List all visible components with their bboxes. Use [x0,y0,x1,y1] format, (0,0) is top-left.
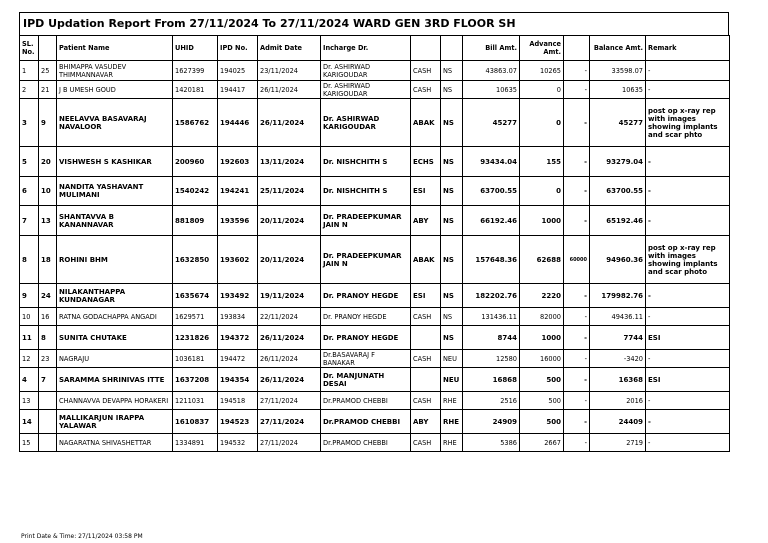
admit-date-cell: 20/11/2024 [258,206,321,236]
remark-cell: - [646,308,730,326]
ns-cell: NS [441,236,463,284]
ns-cell: RHE [441,392,463,410]
ipd-no-cell: 193492 [218,284,258,308]
payment-cell: CASH [411,81,441,99]
col-balance-amt: Balance Amt. [590,36,646,61]
extra-cell: - [564,284,590,308]
balance-amt-cell: 10635 [590,81,646,99]
table-row [20,81,730,99]
extra-cell: - [564,206,590,236]
bill-amt-cell: 16868 [463,368,520,392]
remark-cell: - [646,284,730,308]
payment-cell: CASH [411,61,441,81]
balance-amt-cell: 93279.04 [590,147,646,177]
balance-amt-cell: 65192.46 [590,206,646,236]
col-ipd-no: IPD No. [218,36,258,61]
uhid-cell: 1637208 [173,368,218,392]
ipd-no-cell: 194518 [218,392,258,410]
patient-name-cell: SARAMMA SHRINIVAS ITTE [57,368,173,392]
advance-amt-cell: 10265 [520,61,564,81]
admit-date-cell: 27/11/2024 [258,434,321,452]
bed-cell: 7 [39,368,57,392]
sl-cell: 10 [20,308,39,326]
col-bed [39,36,57,61]
bed-cell [39,434,57,452]
col-remark: Remark [646,36,730,61]
bed-cell: 24 [39,284,57,308]
uhid-cell: 1627399 [173,61,218,81]
bed-cell: 10 [39,177,57,206]
patient-name-cell: J B UMESH GOUD [57,81,173,99]
ns-cell: RHE [441,410,463,434]
admit-date-cell: 27/11/2024 [258,410,321,434]
table-row [20,99,730,147]
extra-cell: - [564,392,590,410]
sl-cell: 13 [20,392,39,410]
bill-amt-cell: 5386 [463,434,520,452]
table-row [20,61,730,81]
balance-amt-cell: 24409 [590,410,646,434]
remark-cell: ESI [646,368,730,392]
uhid-cell: 1632850 [173,236,218,284]
incharge-dr-cell: Dr. PRANOY HEGDE [321,284,411,308]
bill-amt-cell: 12580 [463,350,520,368]
payment-cell [411,326,441,350]
uhid-cell: 1635674 [173,284,218,308]
payment-cell: CASH [411,434,441,452]
extra-cell: - [564,81,590,99]
bed-cell: 25 [39,61,57,81]
ns-cell: NS [441,206,463,236]
extra-cell: - [564,177,590,206]
col-advance-amt: Advance Amt. [520,36,564,61]
ipd-no-cell: 194446 [218,99,258,147]
balance-amt-cell: 63700.55 [590,177,646,206]
patient-name-cell: NILAKANTHAPPA KUNDANAGAR [57,284,173,308]
balance-amt-cell: 179982.76 [590,284,646,308]
payment-cell: ABAK [411,99,441,147]
admit-date-cell: 20/11/2024 [258,236,321,284]
sl-cell: 2 [20,81,39,99]
col-sl: SL. No. [20,36,39,61]
ipd-no-cell: 193602 [218,236,258,284]
ipd-no-cell: 194472 [218,350,258,368]
incharge-dr-cell: Dr. PRANOY HEGDE [321,308,411,326]
payment-cell: ABY [411,206,441,236]
remark-cell: - [646,177,730,206]
extra-cell: - [564,350,590,368]
advance-amt-cell: 62688 [520,236,564,284]
payment-cell: ESI [411,177,441,206]
remark-cell: - [646,392,730,410]
patient-name-cell: SUNITA CHUTAKE [57,326,173,350]
balance-amt-cell: 16368 [590,368,646,392]
uhid-cell: 1420181 [173,81,218,99]
extra-cell: - [564,326,590,350]
ns-cell: NS [441,326,463,350]
table-row [20,206,730,236]
uhid-cell: 1334891 [173,434,218,452]
table-row [20,350,730,368]
balance-amt-cell: 2719 [590,434,646,452]
admit-date-cell: 19/11/2024 [258,284,321,308]
extra-cell: - [564,147,590,177]
bed-cell: 21 [39,81,57,99]
balance-amt-cell: 94960.36 [590,236,646,284]
advance-amt-cell: 1000 [520,206,564,236]
admit-date-cell: 26/11/2024 [258,368,321,392]
admit-date-cell: 26/11/2024 [258,81,321,99]
report [19,12,729,452]
col-admit-date: Admit Date [258,36,321,61]
uhid-cell: 881809 [173,206,218,236]
ipd-no-cell: 193596 [218,206,258,236]
sl-cell: 1 [20,61,39,81]
sl-cell: 5 [20,147,39,177]
table-row [20,326,730,350]
ipd-no-cell: 194523 [218,410,258,434]
payment-cell: CASH [411,308,441,326]
incharge-dr-cell: Dr. MANJUNATH DESAI [321,368,411,392]
extra-cell: - [564,61,590,81]
balance-amt-cell: 2016 [590,392,646,410]
bill-amt-cell: 8744 [463,326,520,350]
table-row [20,368,730,392]
remark-cell: ESI [646,326,730,350]
balance-amt-cell: 7744 [590,326,646,350]
remark-cell: post op x-ray rep with images showing implants and scar photo [646,236,730,284]
sl-cell: 15 [20,434,39,452]
sl-cell: 14 [20,410,39,434]
remark-cell: - [646,206,730,236]
report-title: IPD Updation Report From 27/11/2024 To 27/11/2024 WARD GEN 3RD FLOOR SH [19,12,729,35]
payment-cell: ABAK [411,236,441,284]
payment-cell [411,368,441,392]
advance-amt-cell: 500 [520,392,564,410]
patient-name-cell: NAGRAJU [57,350,173,368]
table-row [20,434,730,452]
col-bill-amt: Bill Amt. [463,36,520,61]
patient-name-cell: MALLIKARJUN IRAPPA YALAWAR [57,410,173,434]
ns-cell: NEU [441,350,463,368]
uhid-cell: 1586762 [173,99,218,147]
uhid-cell: 200960 [173,147,218,177]
patient-name-cell: ROHINI BHM [57,236,173,284]
header-row [20,36,730,61]
ns-cell: NEU [441,368,463,392]
table-row [20,236,730,284]
advance-amt-cell: 16000 [520,350,564,368]
extra-cell: - [564,308,590,326]
incharge-dr-cell: Dr. PRANOY HEGDE [321,326,411,350]
ipd-no-cell: 194354 [218,368,258,392]
extra-cell: 60000 [564,236,590,284]
admit-date-cell: 26/11/2024 [258,326,321,350]
bill-amt-cell: 182202.76 [463,284,520,308]
incharge-dr-cell: Dr. NISHCHITH S [321,147,411,177]
ns-cell: RHE [441,434,463,452]
ns-cell: NS [441,99,463,147]
remark-cell: post op x-ray rep with images showing implants and scar phto [646,99,730,147]
table-row [20,392,730,410]
patient-name-cell: NANDITA YASHAVANT MULIMANI [57,177,173,206]
incharge-dr-cell: Dr.PRAMOD CHEBBI [321,392,411,410]
sl-cell: 6 [20,177,39,206]
balance-amt-cell: -3420 [590,350,646,368]
admit-date-cell: 23/11/2024 [258,61,321,81]
remark-cell: - [646,350,730,368]
bed-cell [39,392,57,410]
remark-cell: - [646,61,730,81]
patient-name-cell: NEELAVVA BASAVARAJ NAVALOOR [57,99,173,147]
sl-cell: 8 [20,236,39,284]
patient-name-cell: RATNA GODACHAPPA ANGADI [57,308,173,326]
col-payment [411,36,441,61]
advance-amt-cell: 0 [520,81,564,99]
balance-amt-cell: 49436.11 [590,308,646,326]
incharge-dr-cell: Dr. NISHCHITH S [321,177,411,206]
incharge-dr-cell: Dr.PRAMOD CHEBBI [321,434,411,452]
bill-amt-cell: 63700.55 [463,177,520,206]
bill-amt-cell: 10635 [463,81,520,99]
ns-cell: NS [441,177,463,206]
sl-cell: 11 [20,326,39,350]
remark-cell: - [646,434,730,452]
ipd-no-cell: 194532 [218,434,258,452]
ipd-no-cell: 193834 [218,308,258,326]
balance-amt-cell: 45277 [590,99,646,147]
admit-date-cell: 13/11/2024 [258,147,321,177]
extra-cell: - [564,434,590,452]
ipd-no-cell: 194241 [218,177,258,206]
sl-cell: 9 [20,284,39,308]
ns-cell: NS [441,61,463,81]
advance-amt-cell: 2220 [520,284,564,308]
table-row [20,284,730,308]
bill-amt-cell: 93434.04 [463,147,520,177]
incharge-dr-cell: Dr. PRADEEPKUMAR JAIN N [321,206,411,236]
advance-amt-cell: 82000 [520,308,564,326]
incharge-dr-cell: Dr. ASHIRWAD KARIGOUDAR [321,99,411,147]
incharge-dr-cell: Dr. ASHIRWAD KARIGOUDAR [321,61,411,81]
ns-cell: NS [441,284,463,308]
admit-date-cell: 26/11/2024 [258,350,321,368]
bed-cell: 23 [39,350,57,368]
bill-amt-cell: 131436.11 [463,308,520,326]
balance-amt-cell: 33598.07 [590,61,646,81]
remark-cell: - [646,147,730,177]
table-row [20,410,730,434]
bed-cell: 16 [39,308,57,326]
bill-amt-cell: 43863.07 [463,61,520,81]
ipd-no-cell: 194372 [218,326,258,350]
incharge-dr-cell: Dr.BASAVARAJ F BANAKAR [321,350,411,368]
bill-amt-cell: 66192.46 [463,206,520,236]
remark-cell: - [646,81,730,99]
advance-amt-cell: 0 [520,99,564,147]
advance-amt-cell: 2667 [520,434,564,452]
ipd-no-cell: 194025 [218,61,258,81]
payment-cell: ABY [411,410,441,434]
extra-cell: - [564,368,590,392]
ns-cell: NS [441,81,463,99]
uhid-cell: 1036181 [173,350,218,368]
bed-cell [39,410,57,434]
bill-amt-cell: 157648.36 [463,236,520,284]
admit-date-cell: 27/11/2024 [258,392,321,410]
col-extra [564,36,590,61]
bill-amt-cell: 2516 [463,392,520,410]
uhid-cell: 1211031 [173,392,218,410]
bed-cell: 8 [39,326,57,350]
incharge-dr-cell: Dr.PRAMOD CHEBBI [321,410,411,434]
col-uhid: UHID [173,36,218,61]
incharge-dr-cell: Dr. ASHIRWAD KARIGOUDAR [321,81,411,99]
advance-amt-cell: 500 [520,368,564,392]
bed-cell: 20 [39,147,57,177]
ipd-no-cell: 192603 [218,147,258,177]
payment-cell: CASH [411,350,441,368]
bed-cell: 9 [39,99,57,147]
print-date-footer: Print Date & Time: 27/11/2024 03:58 PM [21,533,143,540]
sl-cell: 7 [20,206,39,236]
table-row [20,308,730,326]
extra-cell: - [564,99,590,147]
uhid-cell: 1629571 [173,308,218,326]
uhid-cell: 1540242 [173,177,218,206]
payment-cell: ECHS [411,147,441,177]
advance-amt-cell: 0 [520,177,564,206]
report-table [19,35,730,452]
advance-amt-cell: 500 [520,410,564,434]
col-incharge-dr: Incharge Dr. [321,36,411,61]
patient-name-cell: CHANNAVVA DEVAPPA HORAKERI [57,392,173,410]
remark-cell: - [646,410,730,434]
advance-amt-cell: 155 [520,147,564,177]
payment-cell: ESI [411,284,441,308]
admit-date-cell: 22/11/2024 [258,308,321,326]
table-row [20,147,730,177]
patient-name-cell: BHIMAPPA VASUDEV THIMMANNAVAR [57,61,173,81]
admit-date-cell: 26/11/2024 [258,99,321,147]
patient-name-cell: SHANTAVVA B KANANNAVAR [57,206,173,236]
bed-cell: 13 [39,206,57,236]
uhid-cell: 1231826 [173,326,218,350]
patient-name-cell: VISHWESH S KASHIKAR [57,147,173,177]
bill-amt-cell: 24909 [463,410,520,434]
extra-cell: - [564,410,590,434]
bill-amt-cell: 45277 [463,99,520,147]
col-ns [441,36,463,61]
ipd-no-cell: 194417 [218,81,258,99]
patient-name-cell: NAGARATNA SHIVASHETTAR [57,434,173,452]
ns-cell: NS [441,308,463,326]
bed-cell: 18 [39,236,57,284]
incharge-dr-cell: Dr. PRADEEPKUMAR JAIN N [321,236,411,284]
ns-cell: NS [441,147,463,177]
col-patient-name: Patient Name [57,36,173,61]
table-row [20,177,730,206]
payment-cell: CASH [411,392,441,410]
advance-amt-cell: 1000 [520,326,564,350]
sl-cell: 4 [20,368,39,392]
admit-date-cell: 25/11/2024 [258,177,321,206]
sl-cell: 12 [20,350,39,368]
sl-cell: 3 [20,99,39,147]
uhid-cell: 1610837 [173,410,218,434]
